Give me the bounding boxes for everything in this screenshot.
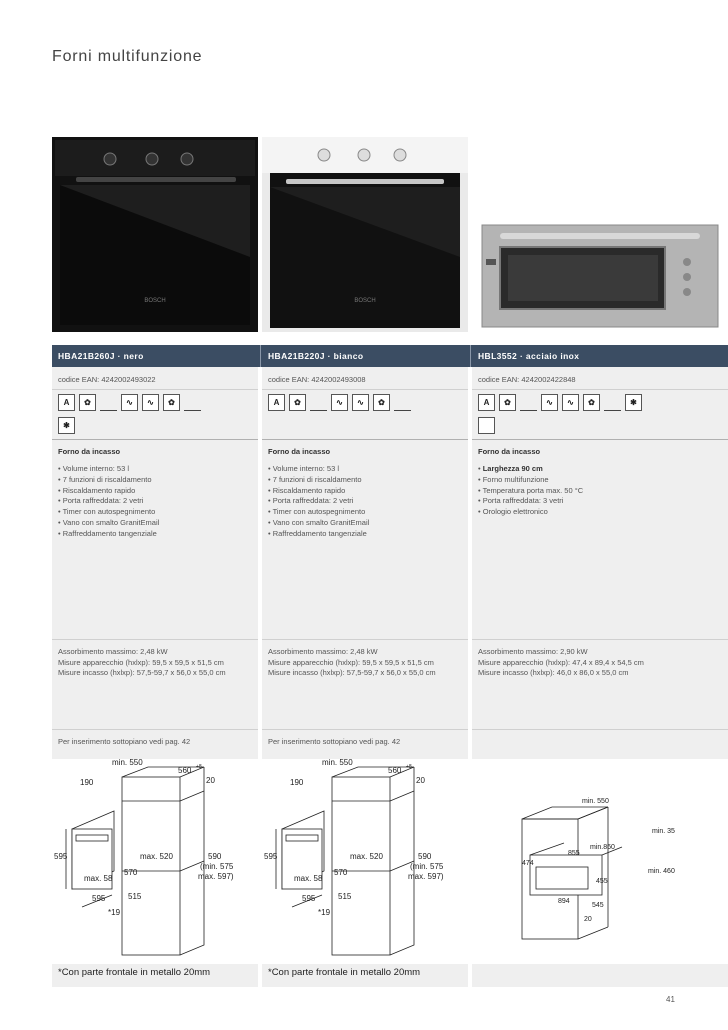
page-title: Forni multifunzione <box>52 48 203 65</box>
feature-item: • Forno multifunzione <box>478 474 549 484</box>
ean-code: codice EAN: 4242002422848 <box>478 375 576 384</box>
dim-label: min. 35 <box>652 828 675 835</box>
divider <box>262 389 468 390</box>
divider <box>52 639 258 640</box>
section-title: Forno da incasso <box>58 447 121 456</box>
pizza-icon <box>394 394 411 411</box>
dim-label: max. 58 <box>84 874 113 883</box>
dim-label: 570 <box>124 868 138 877</box>
dim-label: 590 <box>418 852 432 861</box>
dim-label: 20 <box>206 776 215 785</box>
function-icons <box>268 394 411 412</box>
dim-label: *19 <box>318 908 331 917</box>
energy-label-a-icon: A <box>58 394 75 411</box>
hot-air-icon: ✿ <box>373 394 390 411</box>
function-icons-row2 <box>478 417 495 435</box>
divider <box>52 439 258 440</box>
dim-label: max. 520 <box>350 852 383 861</box>
function-icons <box>58 394 201 412</box>
dim-label: 894 <box>558 898 570 905</box>
spec-line: Assorbimento massimo: 2,48 kW <box>58 647 168 656</box>
page-number: 41 <box>666 995 675 1004</box>
dim-label: max. 597) <box>198 872 234 881</box>
feature-list <box>478 464 583 518</box>
divider <box>262 639 468 640</box>
divider <box>472 729 728 730</box>
feature-item: • Riscaldamento rapido <box>58 485 136 495</box>
dim-label: 570 <box>334 868 348 877</box>
divider <box>52 389 258 390</box>
dim-label: 190 <box>290 778 304 787</box>
spec-line: Misure incasso (hxlxp): 46,0 x 86,0 x 55,0 cm <box>478 668 629 678</box>
ean-code: codice EAN: 4242002493008 <box>268 375 366 384</box>
spec-line: Misure apparecchio (hxlxp): 59,5 x 59,5 x 51,5 cm <box>268 657 434 667</box>
spec-list <box>268 647 436 679</box>
bottom-heat-icon <box>100 394 117 411</box>
spec-line: Misure incasso (hxlxp): 57,5-59,7 x 56,0 x 55,0 cm <box>268 668 436 678</box>
fan-icon: ✿ <box>79 394 96 411</box>
dim-label: +8 <box>196 764 202 770</box>
top-bottom-heat-icon: ∿ <box>142 394 159 411</box>
drawing-caption: *Con parte frontale in metallo 20mm <box>58 967 211 978</box>
feature-item: • Temperatura porta max. 50 °C <box>478 485 584 495</box>
spec-line: Assorbimento massimo: 2,90 kW <box>478 647 588 656</box>
divider <box>52 729 258 730</box>
installation-drawing-60 <box>262 759 468 964</box>
dim-label: min.860 <box>590 844 615 851</box>
dim-label: 595 <box>92 894 106 903</box>
pizza-icon <box>184 394 201 411</box>
dim-label: 855 <box>568 850 580 857</box>
ean-code: codice EAN: 4242002493022 <box>58 375 156 384</box>
feature-item: • Vano con smalto GranitEmail <box>58 517 160 527</box>
dim-label: 595 <box>302 894 316 903</box>
dim-label: 515 <box>128 892 142 901</box>
feature-list <box>268 464 369 540</box>
feature-item: • 7 funzioni di riscaldamento <box>58 474 152 484</box>
section-title: Forno da incasso <box>478 447 541 456</box>
top-bottom-heat-icon: ∿ <box>562 394 579 411</box>
divider <box>472 389 728 390</box>
dim-label: 190 <box>80 778 94 787</box>
defrost-icon: ✱ <box>625 394 642 411</box>
svg-text:BOSCH: BOSCH <box>144 298 166 304</box>
product-photos <box>52 137 728 332</box>
feature-item: • Porta raffreddata: 2 vetri <box>58 496 144 506</box>
feature-item: • Timer con autospegnimento <box>268 507 366 517</box>
dim-label: 20 <box>416 776 425 785</box>
dim-label: min. 460 <box>648 868 675 875</box>
product-name: HBA21B260J · nero <box>58 351 144 361</box>
function-icons <box>478 394 642 412</box>
feature-item: • Raffreddamento tangenziale <box>58 528 157 538</box>
spec-list <box>58 647 226 679</box>
conventional-icon <box>478 417 495 434</box>
section-title: Forno da incasso <box>268 447 331 456</box>
fan-icon: ✿ <box>289 394 306 411</box>
dim-label: max. 597) <box>408 872 444 881</box>
spec-line: Misure incasso (hxlxp): 57,5-59,7 x 56,0 x 55,0 cm <box>58 668 226 678</box>
dim-label: min. 550 <box>112 759 143 767</box>
dim-label: 595 <box>54 852 68 861</box>
divider <box>262 729 468 730</box>
dim-label: 560 <box>178 766 192 775</box>
oven-photo-white <box>262 137 468 332</box>
feature-list <box>58 464 159 540</box>
defrost-icon: ✱ <box>58 417 75 434</box>
dim-label: 515 <box>338 892 352 901</box>
feature-item: • Raffreddamento tangenziale <box>268 528 367 538</box>
header-divider <box>470 345 471 367</box>
fan-icon: ✿ <box>499 394 516 411</box>
feature-item: • Porta raffreddata: 3 vetri <box>478 496 564 506</box>
feature-item: • Timer con autospegnimento <box>58 507 156 517</box>
feature-item: • Porta raffreddata: 2 vetri <box>268 496 354 506</box>
dim-label: 545 <box>592 902 604 909</box>
feature-item: • Riscaldamento rapido <box>268 485 346 495</box>
feature-item: • 7 funzioni di riscaldamento <box>268 474 362 484</box>
dim-label: *19 <box>108 908 121 917</box>
hot-air-icon: ✿ <box>163 394 180 411</box>
spec-line: Misure apparecchio (hxlxp): 47,4 x 89,4 x 54,5 cm <box>478 657 644 667</box>
dim-label: 595 <box>264 852 278 861</box>
dim-label: +8 <box>406 764 412 770</box>
dim-label: 560 <box>388 766 402 775</box>
dim-label: (min. 575 <box>410 862 444 871</box>
feature-item: • Vano con smalto GranitEmail <box>268 517 370 527</box>
dim-label: max. 520 <box>140 852 173 861</box>
spec-line: Assorbimento massimo: 2,48 kW <box>268 647 378 656</box>
installation-note: Per inserimento sottopiano vedi pag. 42 <box>58 737 191 746</box>
divider <box>472 639 728 640</box>
feature-item: • Orologio elettronico <box>478 507 548 517</box>
product-header-bar <box>52 345 728 367</box>
installation-drawing-60 <box>52 759 258 964</box>
feature-item: • Volume interno: 53 l <box>58 464 130 473</box>
top-bottom-heat-icon: ∿ <box>352 394 369 411</box>
dim-label: 20 <box>584 916 592 923</box>
grill-icon: ∿ <box>121 394 138 411</box>
dim-label: 590 <box>208 852 222 861</box>
svg-text:BOSCH: BOSCH <box>354 298 376 304</box>
dim-label: 474 <box>522 860 534 867</box>
header-divider <box>260 345 261 367</box>
product-name: HBA21B220J · bianco <box>268 351 364 361</box>
energy-label-a-icon: A <box>268 394 285 411</box>
dim-label: min. 550 <box>582 798 609 805</box>
bottom-heat-icon <box>310 394 327 411</box>
bottom-heat-icon <box>520 394 537 411</box>
oven-photo-black <box>52 137 258 332</box>
dim-label: 455 <box>596 878 608 885</box>
oven-photo-stainless <box>472 137 728 332</box>
hot-air-icon: ✿ <box>583 394 600 411</box>
energy-label-a-icon: A <box>478 394 495 411</box>
grill-icon: ∿ <box>331 394 348 411</box>
feature-item: • Larghezza 90 cm <box>478 464 543 473</box>
function-icons-row2 <box>58 417 75 435</box>
spec-list <box>478 647 644 679</box>
dim-label: (min. 575 <box>200 862 234 871</box>
dim-label: min. 550 <box>322 759 353 767</box>
dim-label: max. 58 <box>294 874 323 883</box>
product-info-area <box>52 367 728 987</box>
spec-line: Misure apparecchio (hxlxp): 59,5 x 59,5 x 51,5 cm <box>58 657 224 667</box>
product-name: HBL3552 · acciaio inox <box>478 351 580 361</box>
grill-icon: ∿ <box>541 394 558 411</box>
installation-drawing-90 <box>472 759 728 964</box>
installation-note: Per inserimento sottopiano vedi pag. 42 <box>268 737 401 746</box>
divider <box>262 439 468 440</box>
feature-item: • Volume interno: 53 l <box>268 464 340 473</box>
pizza-icon <box>604 394 621 411</box>
drawing-caption: *Con parte frontale in metallo 20mm <box>268 967 421 978</box>
divider <box>472 439 728 440</box>
